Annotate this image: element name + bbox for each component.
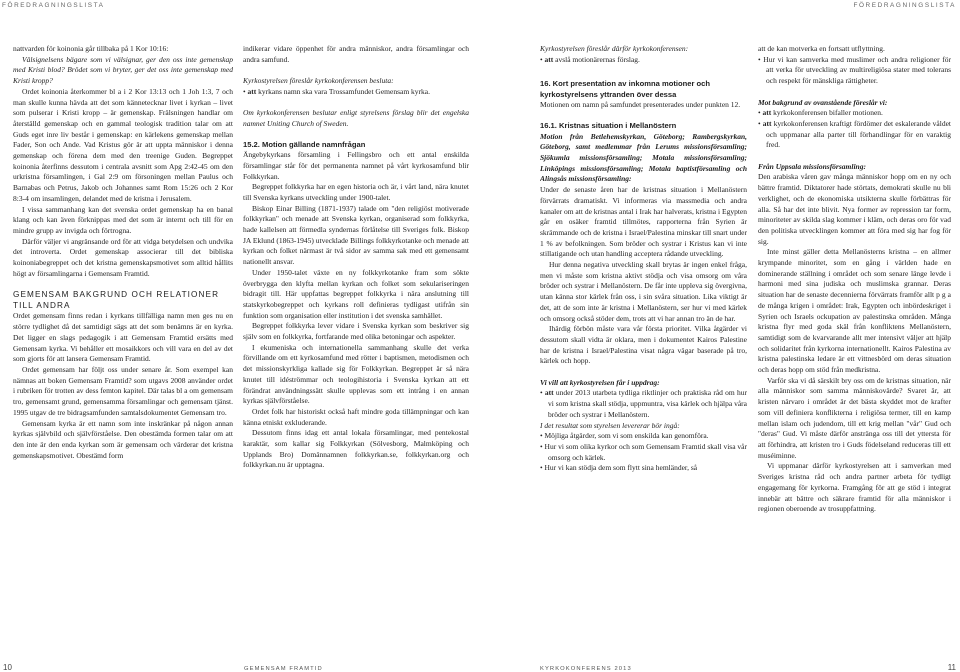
paragraph: Ängebykyrkans församling i Fellingsbro och ett antal enskilda församlingar står för det permanenta namnet på vårt kyrkosamfund blir Folkkyrkan. [243, 150, 469, 181]
paragraph: Ordet koinonia återkommer bl a i 2 Kor 13:13 och 1 Joh 1:3, 7 och man skulle kunna hävda att det som kännetecknar livet i kyrkan – livet som pulserar i Kristi kropp – är gemenskap. Frälsningen handlar om återställd gemenskap och en gammal teologisk tradition talar om att Guds eget inre liv består i gemenskap: en kärlekens gemenskap mellan Fader, Son och Ande. Vad Kristus gör är att uppta människor i denna gemenskap och förena dem med den treenige Guden. Begreppet koinonia återfinns dessutom i centrala avsnitt som Apg 2:42-45 om den urkristna församlingen, i Gal 2:9 om försoningen mellan Paulus och Barnabas och Petrus, Jakob och Johannes samt Rom 15:26 och 2 Kor 8:3-4 om insamlingen, delandet med de kristna i Jerusalem. [13, 86, 233, 203]
paragraph: Under de senaste åren har de kristnas situation i Mellanöstern förvärrats dramatiskt. Vi informeras via massmedia och andra kanaler om att de kristnas antal i Irak har halverats, kristna i Egypten går en osäker framtid tillmötes, rapporterna från Syrien är skrämmande och de kristna i Israel/Palestina minskar till snart under 1 % av befolkningen. Som bröder och systrar i Kristus kan vi inte stillatigande och utan handling acceptera rådande utveckling. [540, 185, 747, 259]
running-head-right: FÖREDRAGNINGSLISTA [853, 2, 956, 9]
bullet-text: kyrkokonferensen bifaller motionen. [773, 108, 883, 118]
column-1 [13, 44, 233, 656]
proposal-heading: Kyrkostyrelsen föreslår därför kyrkokonferensen: [540, 44, 689, 53]
bullet-text: avslå motionärernas förslag. [555, 54, 640, 64]
column-3 [540, 44, 747, 656]
paragraph: Under 1950-talet växte en ny folkkyrkotanke fram som sökte överbrygga den klyfta mellan kyrkan och folket som sekulariseringen bidragit till. Här uppfattas begreppet folkkyrka i nära anslutning till statskyrkobegreppet och kyrkans roll definieras tydligast utifrån sin funktion som organisation eller institution i det svenska samhället. [243, 267, 469, 320]
att-label: att [544, 54, 554, 64]
running-head-left: FÖREDRAGNINGSLISTA [2, 2, 105, 9]
dot-item: • Hur vi som olika kyrkor och som Gemensam Framtid skall visa vår omsorg och kärlek. [540, 441, 747, 462]
paragraph: I vissa sammanhang kan det svenska ordet gemenskap ha en banal klang och kan även förknippas med det som är internt och till för en mindre grupp av invigda och förtrogna. [13, 204, 233, 235]
paragraph: Ordet gemensam finns redan i kyrkans tillfälliga namn men ges nu en större tydlighet då det samtidigt sägs att det som benämns är en kyrka. Det ligger en slags pedagogik i att Gemensam Framtid ersätts med Gemensam kyrka. Vi behåller ett mosaikkors och vill vara en del av det som gjorts för att lansera Gemensam Framtid. [13, 311, 233, 364]
paragraph: Begreppet folkkyrka lever vidare i Svenska kyrkan som beskriver sig själv som en folkkyrka, fortfarande med olika betoningar och aspekter. [243, 321, 469, 342]
bullet-text: kyrkokonferensen kraftigt fördömer det eskalerande våldet och uppmanar alla parter till förhandlingar för en varaktig fred. [766, 118, 951, 150]
dot-item: • Hur vi kan samverka med muslimer och andra religioner för att verka för utveckling av multireligiösa stater med tolerans och respekt för mänskliga rättigheter. [758, 54, 951, 86]
proposal-heading: Vi vill att kyrkostyrelsen får i uppdrag: [540, 377, 660, 387]
dot-text: Hur vi som olika kyrkor och som Gemensam Framtid skall visa vår omsorg och kärlek. [544, 441, 747, 462]
footer-left: GEMENSAM FRAMTID [244, 666, 323, 672]
proposal-heading: Kyrkostyrelsen föreslår kyrkokonferensen besluta: [243, 76, 394, 86]
paragraph: Inte minst gäller detta Mellanösterns kristna – en allmer krympande minoritet, som en gång i världen hade en dominerande ställning i området och som senare länge levde i harmoni med sina judiska och muslimska grannar. Deras situation har de senaste decennierna förvärrats framför allt p g a de många krigen i området: Irak, Egypten och inbördeskriget i Syrien och Israels ockupation av palestinska områden. Många kristna flyr med goda skäl från konfliktens Mellanöstern, samtidigt som de kvarvarande allt mer intensivt väljer att hjälp och solidaritet från kyrkorna internationellt. Kairos Palestina av kristna palestinska ledare är ett vittnesbörd om deras situation och deras hopp om stöd från medkristna. [758, 247, 951, 375]
att-label: att [544, 388, 554, 398]
att-label: att [762, 108, 772, 118]
proposal-bullet: • att kyrkans namn ska vara Trossamfundet Gemensam kyrka. [243, 86, 430, 96]
paragraph: Dessutom finns idag ett antal lokala församlingar, med pentekostal karaktär, som kallar sig Folkkyrkan (Sölvesborg, Malmköping och Upplands Bro) Domännamnen folkkyrkan.se, folkkyrkan.org och folkkyrkan.nu är upptagna. [243, 428, 469, 470]
column-4 [758, 44, 951, 656]
paragraph: Biskop Einar Billing (1871-1937) talade om "den religiöst motiverade folkkyrkan" och menade att Svenska kyrkan, organiserad som folkkyrka, hade kallelsen att förmedla syndernas förlåtelse till Sveriges folk. Biskop JA Eklund (1863-1945) utvecklade Billings folkkyrkotanke och menade att kyrkan och folket närmast är två sidor av samma sak med ett gemensamt nationellt ansvar. [243, 203, 469, 267]
page-number-right: 11 [947, 663, 956, 672]
att-label: att [247, 86, 257, 96]
dot-text: Hur vi kan samverka med muslimer och andra religioner för att verka för utveckling av multireligiösa stater med tolerans och respekt för mänskliga rättigheter. [763, 54, 951, 86]
paragraph: Hur denna negativa utveckling skall brytas är ingen enkel fråga, men vi måste som kristna aktivt stödja och visa omsorg om våra bröder och systrar i Mellanöstern. De får inte uppleva sig övergivna, utan känna stor kärlek från oss, i sin svåra situation. Lika viktigt är det, att de som inte är kristna i Mellanöstern, ser hur vi med kärlek och omsorg också stöder dem, trots att vi har annan tro än de har. [540, 260, 747, 323]
note-italic: Om kyrkokonferensen beslutar enligt styrelsens förslag blir det engelska namnet Uniting Church of Sweden. [243, 108, 469, 128]
paragraph: Den arabiska våren gav många människor hopp om en ny och bättre framtid. Diktatorer hade störtats, demokrati skulle nu bli verklighet, och de ekonomiska utsikterna skulle förbättras för alla. Så har det inte blivit. Nya former av repression tar form, minoriteter av skilda slag kommer i kläm, och deras oro för vad den politiska utvecklingen kommer att föra med sig har fog för sig. [758, 172, 951, 246]
paragraph: indikerar vidare öppenhet för andra människor, andra församlingar och andra samfund. [243, 44, 469, 64]
paragraph: Ihärdig förbön måste vara vår första prioritet. Vilka åtgärder vi dessutom skall vidta är oklara, men i dokumentet Kairos Palestine har de kristna i Israel/Palestina visat några vägar baserade på tro, kärlek och hopp. [540, 324, 747, 366]
paragraph: att de kan motverka en fortsatt utflyttning. [758, 44, 885, 53]
right-page [480, 0, 960, 672]
paragraph: I ekumeniska och internationella sammanhang skulle det verka förvillande om ett kyrkosamfund med rötter i baptismen, metodismen och det missionskyrkliga kallade sig för Folkkyrkan. Begreppet är så nära knutet till idéströmmar och teologihistoria i Svenska kyrkan att ett förändrat användningssätt skulle upplevas som ett intrång i en annan kyrkas självförståelse. [243, 342, 469, 406]
proposal-bullet: • att under 2013 utarbeta tydliga riktlinjer och praktiska råd om hur vi som kristna skall stödja, uppmuntra, visa kärlek och hjälpa våra bröder och systrar i Mellanöstern. [540, 388, 747, 419]
page-number-left: 10 [3, 663, 12, 672]
paragraph: Motionen om namn på samfundet presenterades under punkten 12. [540, 100, 741, 110]
dot-item: • Hur vi kan stödja dem som flytt sina hemländer, så [540, 463, 698, 473]
proposal-bullet: • att kyrkokonferensen kraftigt fördömer det eskalerande våldet och uppmanar alla parter till förhandlingar för en varaktig fred. [758, 118, 951, 150]
proposal-bullet: • att avslå motionärernas förslag. [540, 54, 640, 64]
bullet-text: under 2013 utarbeta tydliga riktlinjer och praktiska råd om hur vi som kristna skall stödja, uppmuntra, visa kärlek och hjälpa våra bröder och systrar i Mellanöstern. [548, 388, 747, 419]
proposal-heading: Mot bakgrund av ovanstående föreslår vi: [758, 97, 888, 107]
proposal-bullet: • att kyrkokonferensen bifaller motionen. [758, 108, 883, 118]
footer-right: KYRKOKONFERENS 2013 [540, 666, 632, 672]
motion-source: Från Uppsala missionsförsamling: [758, 161, 866, 171]
paragraph: Varför ska vi då särskilt bry oss om de kristnas situation, när alla människor som samma människovärde? Svaret är, att kristen närvaro i området är det bästa skyddet mot de krafter som vill definiera konflikterna i religiösa termer, till en kamp mellan islam och judendom, till ett krig mellan "vår" Gud och "deras" Gud. Vi måste därför anstränga oss till det yttersta för att förhindra, att kristen tro i Guds födelseland reduceras till ett muséiminne. [758, 375, 951, 460]
paragraph: Gemensam kyrka är ett namn som inte inskränkar på någon annan kyrkas självbild och självförståelse. Den obestämda formen talar om att den inte är den enda kyrkan som är gemensam och värderar det kristna gemenskapsmotivet. Obestämd form [13, 418, 233, 460]
section-heading: GEMENSAM BAKGRUND OCH RELATIONER TILL ANDRA [13, 290, 220, 310]
dot-item: • Möjliga åtgärder, som vi som enskilda kan genomföra. [540, 431, 709, 441]
paragraph: Därför väljer vi angränsande ord för att vidga betydelsen och undvika det introverta. Ordet gemenskap associerar till det bibliska koinoniabegreppet och det kristna gemenskapsmotivet som alltid hållits högt av församlingarna i Gemensam Framtid. [13, 236, 233, 278]
motion-source: Motion från Betlehemskyrkan, Göteborg; Rambergskyrkan, Göteborg, samt medlemmar från Lerums missionsförsamling; Sjökumla missionsförsamling; Motala missionsförsamling; Linköpings missionsförsamling; Motala baptistförsamling och Alingsås missionsförsamling: [540, 131, 747, 184]
att-label: att [762, 118, 772, 128]
section-heading: 16.1. Kristnas situation i Mellanöstern [540, 121, 677, 131]
paragraph: Ordet folk har historiskt också haft mindre goda tillämpningar och kan känna etniskt exkluderande. [243, 406, 469, 427]
bible-quote: Välsignelsens bägare som vi välsignar, ger den oss inte gemenskap med Kristi blod? Brödet som vi bryter, ger det oss inte gemenskap med Kristi kropp? [13, 54, 233, 86]
paragraph: nattvarden för koinonia går tillbaka på 1 Kor 10:16: [13, 44, 169, 53]
column-2 [243, 44, 469, 656]
paragraph: Vi uppmanar därför kyrkostyrelsen att i samverkan med Sveriges kristna råd och andra partner arbeta för tydligt engagemang för kyrkorna. Framgång för att ge stöd i integrat innebär att bättre och säkrare framtid för alla människor i regionen oberoende av trosuppfattning. [758, 461, 951, 514]
section-heading: 16. Kort presentation av inkomna motioner och kyrkostyrelsens yttranden över dessa [540, 79, 711, 99]
bullet-text: kyrkans namn ska vara Trossamfundet Gemensam kyrka. [258, 86, 430, 96]
paragraph: Begreppet folkkyrka har en egen historia och är, i vårt land, nära knutet till Svenska kyrkans utveckling under 1900-talet. [243, 182, 469, 202]
dot-text: Möjliga åtgärder, som vi som enskilda kan genomföra. [544, 431, 709, 441]
note-italic: I det resultat som styrelsen levererar bör ingå: [540, 420, 680, 430]
paragraph: Ordet gemensam har följt oss under senare år. Som exempel kan nämnas att boken Gemensam Framtid? som utgavs 2008 använder ordet i rubriken för trotten av dess femton kapitel. Där talas bl a om gemensam tro, gemensamt grund, gemensamma församlingar och gemensam tjänst. 1995 utgav de tre bidragsamfunden samtalsdokumentet Gemensam tro. [13, 364, 233, 417]
section-heading: 15.2. Motion gällande namnfrågan [243, 139, 366, 149]
dot-text: Hur vi kan stödja dem som flytt sina hemländer, så [544, 463, 698, 473]
